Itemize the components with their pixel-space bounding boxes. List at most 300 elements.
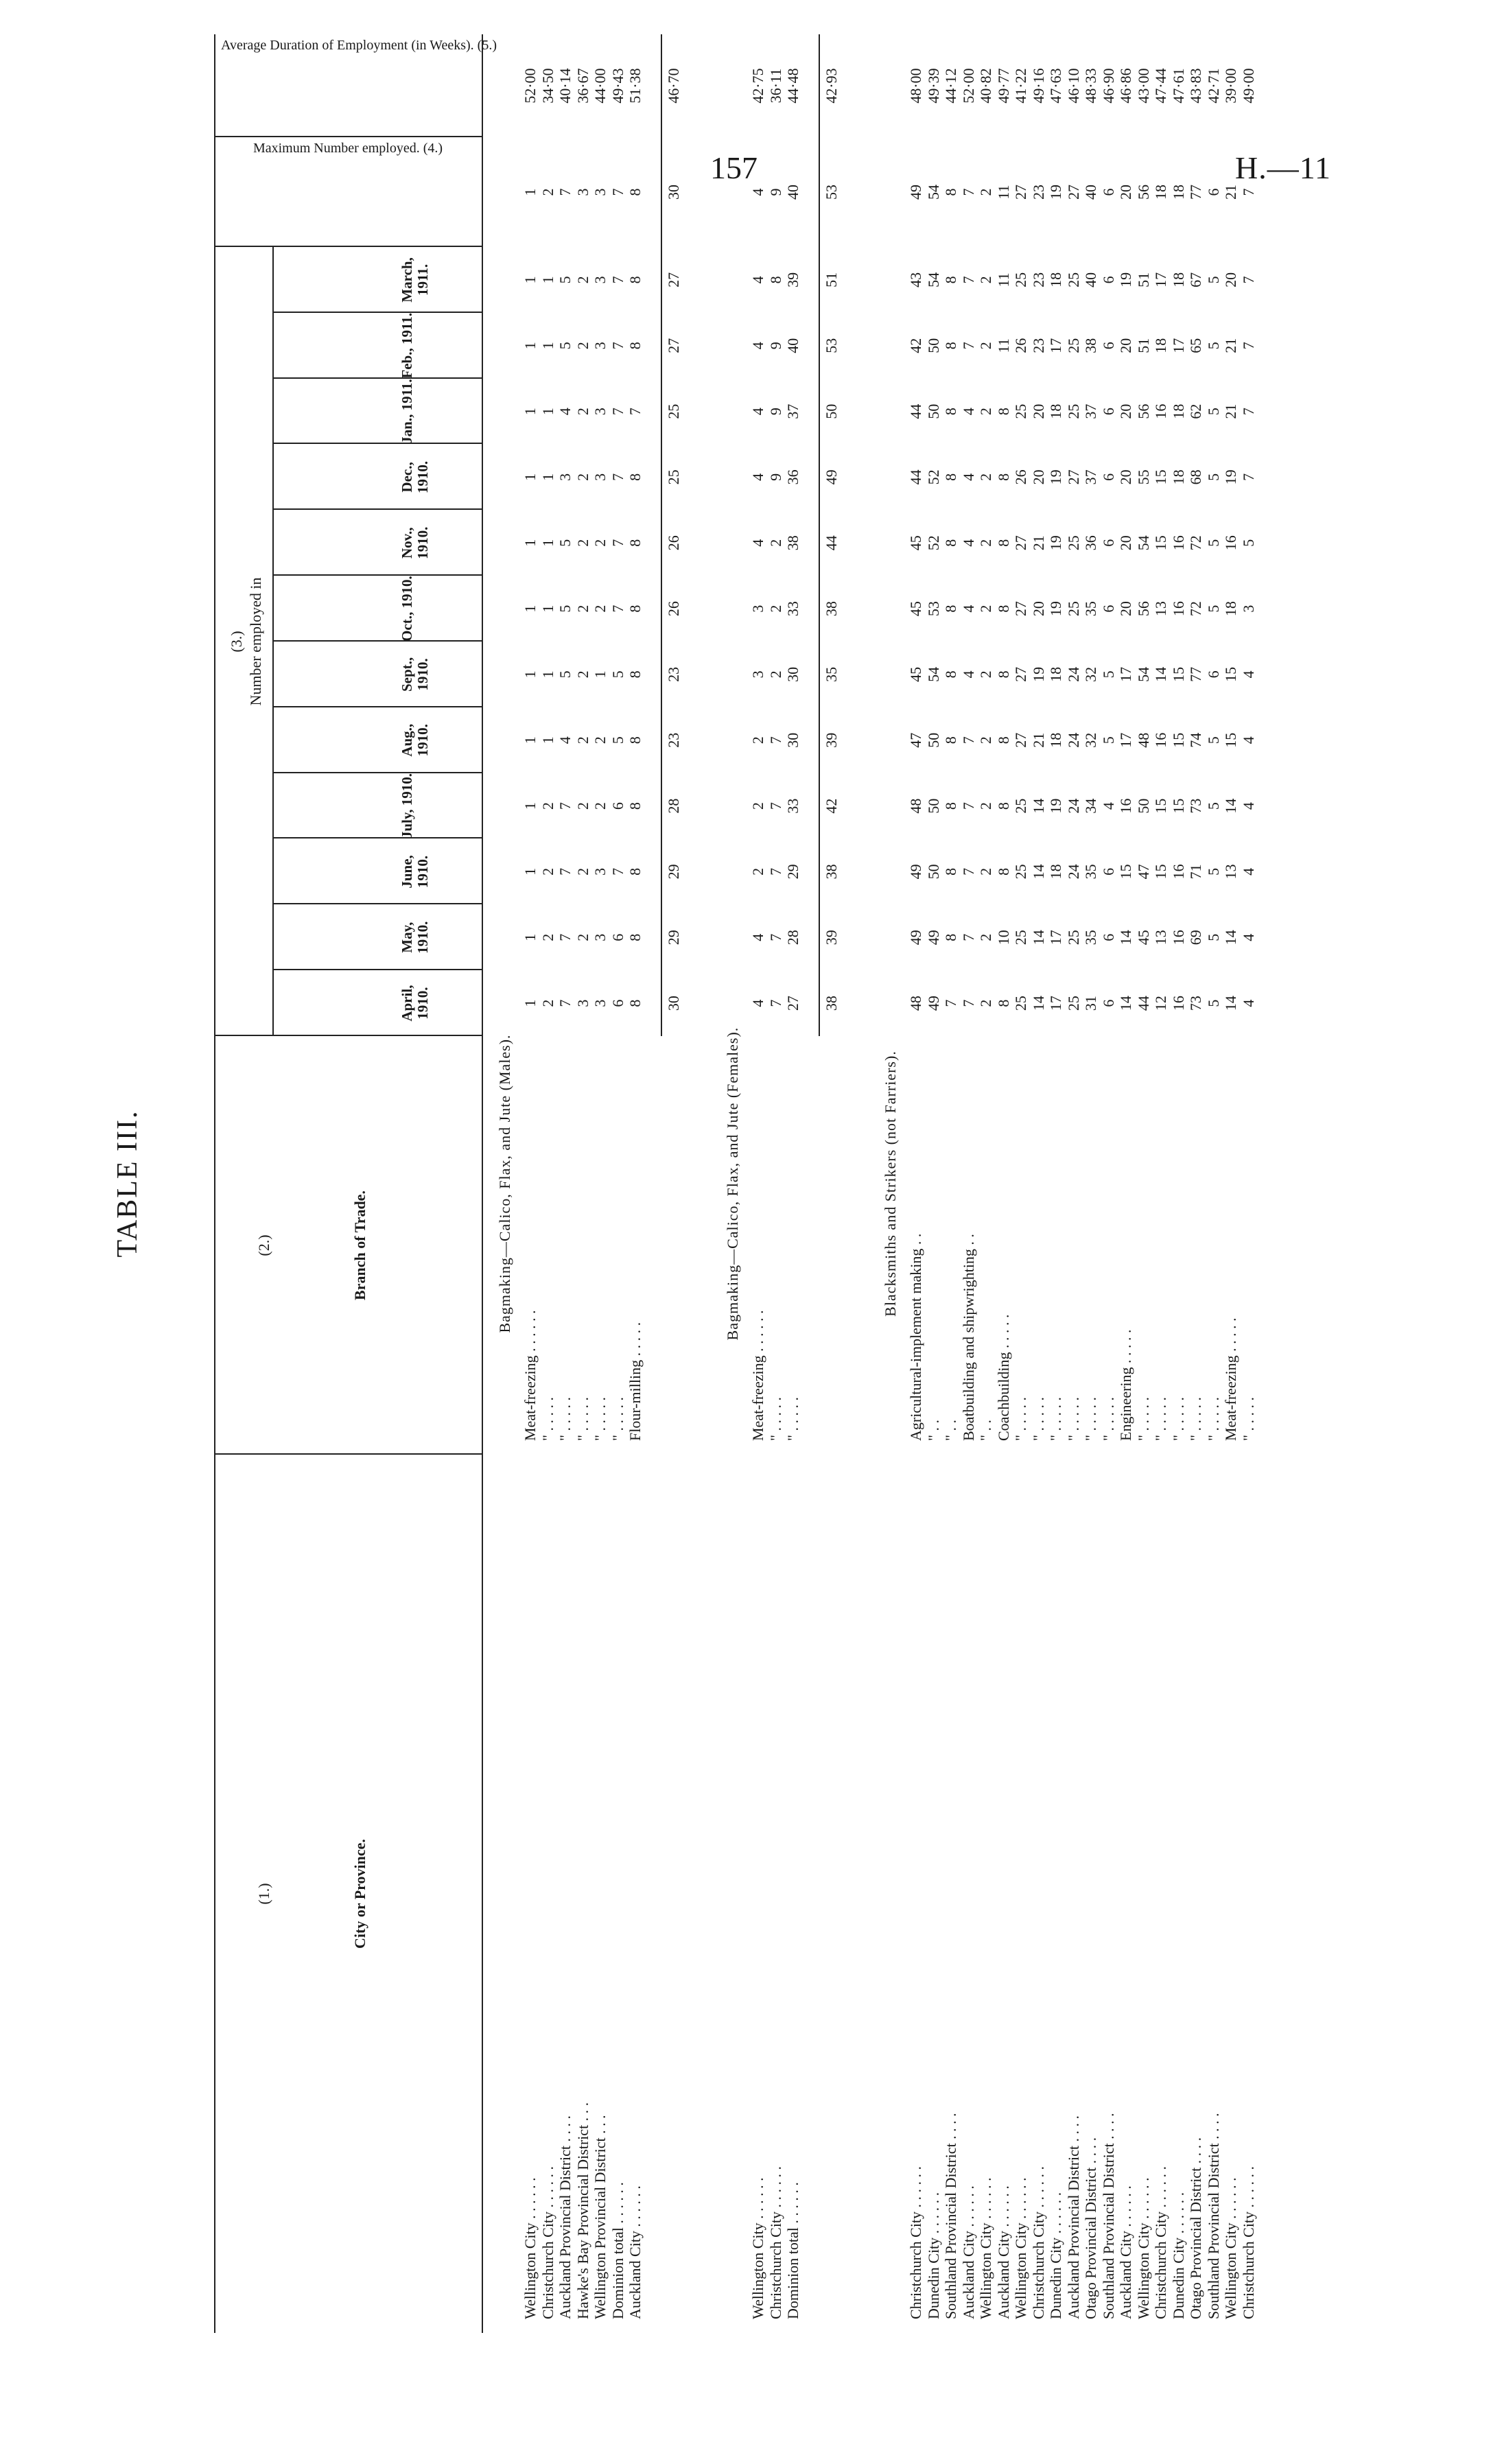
- month-value-cell: 20: [1029, 403, 1047, 419]
- month-value-cell: 7: [766, 802, 784, 810]
- month-value-cell: 28: [784, 930, 801, 946]
- avg-duration-cell: 46·10: [1064, 68, 1082, 104]
- rotated-table: [112, 34, 1483, 2333]
- month-value-cell: 3: [1239, 605, 1257, 613]
- month-value-cell: 8: [626, 736, 644, 744]
- month-value-cell: 44: [907, 403, 924, 419]
- month-value-cell: 19: [1047, 601, 1064, 617]
- month-value-cell: 4: [959, 539, 977, 547]
- month-value-cell: 32: [1082, 732, 1099, 748]
- branch-cell: Meat-freezing . . . . . .: [521, 1310, 539, 1441]
- month-value-cell: 25: [1012, 864, 1029, 880]
- month-value-cell: 11: [994, 338, 1012, 353]
- month-value-cell: 34: [1082, 798, 1099, 814]
- month-value-cell: 5: [1204, 736, 1222, 744]
- month-value-cell: 26: [664, 601, 682, 617]
- city-cell: Auckland City . . . . . .: [959, 2185, 977, 2319]
- avg-duration-cell: 49·43: [609, 68, 626, 104]
- branch-cell: " . . . . .: [1239, 1397, 1257, 1441]
- month-value-cell: 8: [942, 933, 959, 941]
- max-employed-cell: 7: [1239, 188, 1257, 196]
- month-value-cell: 32: [1082, 666, 1099, 682]
- month-value-cell: 15: [1222, 732, 1239, 748]
- month-value-cell: 8: [626, 933, 644, 941]
- branch-cell: " . .: [977, 1420, 994, 1441]
- month-value-cell: 6: [1099, 473, 1117, 481]
- table-row: [749, 34, 767, 2333]
- avg-duration-cell: 52·00: [521, 68, 539, 104]
- month-value-cell: 7: [766, 736, 784, 744]
- month-value-cell: 72: [1187, 535, 1204, 551]
- month-value-cell: 38: [1082, 338, 1099, 353]
- month-value-cell: 7: [766, 867, 784, 876]
- month-value-cell: 53: [822, 338, 840, 353]
- month-value-cell: 13: [1152, 601, 1169, 617]
- month-value-cell: 21: [1029, 732, 1047, 748]
- month-value-cell: 4: [959, 473, 977, 481]
- month-header-4: Aug., 1910.: [399, 723, 432, 757]
- city-cell: Wellington City . . . . . .: [749, 2177, 766, 2319]
- month-value-cell: 18: [1047, 272, 1064, 288]
- month-value-cell: 7: [1239, 408, 1257, 416]
- month-value-cell: 5: [1204, 276, 1222, 284]
- month-value-cell: 2: [591, 736, 609, 744]
- month-value-cell: 3: [591, 276, 609, 284]
- month-value-cell: 7: [609, 473, 626, 481]
- month-value-cell: 2: [574, 276, 591, 284]
- month-value-cell: 7: [609, 342, 626, 350]
- city-cell: Christchurch City . . . . . .: [1239, 2166, 1257, 2319]
- month-value-cell: 67: [1187, 272, 1204, 288]
- city-cell: Wellington City . . . . . .: [977, 2177, 994, 2319]
- max-employed-cell: 3: [574, 188, 591, 196]
- month-value-cell: 38: [822, 996, 840, 1011]
- max-employed-cell: 6: [1099, 188, 1117, 196]
- month-value-cell: 8: [994, 867, 1012, 876]
- table-row: [1240, 34, 1258, 2333]
- month-value-cell: 16: [1117, 798, 1134, 814]
- avg-duration-cell: 52·00: [959, 68, 977, 104]
- month-value-cell: 21: [1222, 403, 1239, 419]
- month-value-cell: 7: [556, 999, 574, 1007]
- month-value-cell: 62: [1187, 403, 1204, 419]
- month-value-cell: 16: [1169, 864, 1187, 880]
- month-value-cell: 5: [1204, 933, 1222, 941]
- month-value-cell: 45: [907, 535, 924, 551]
- month-value-cell: 2: [749, 736, 766, 744]
- month-value-cell: 17: [1117, 732, 1134, 748]
- city-cell: Wellington City . . . . . .: [1134, 2177, 1152, 2319]
- month-value-cell: 15: [1152, 864, 1169, 880]
- month-value-cell: 2: [539, 933, 556, 941]
- month-value-cell: 16: [1169, 535, 1187, 551]
- max-employed-cell: 7: [959, 188, 977, 196]
- month-value-cell: 19: [1029, 666, 1047, 682]
- avg-duration-cell: 43·00: [1134, 68, 1152, 104]
- month-value-cell: 27: [1012, 601, 1029, 617]
- month-value-cell: 8: [994, 999, 1012, 1007]
- header-bottom-rule: [482, 34, 483, 2333]
- month-value-cell: 20: [1117, 601, 1134, 617]
- branch-cell: " . . . . .: [1047, 1397, 1064, 1441]
- total-row: [823, 34, 841, 2333]
- month-value-cell: 25: [1064, 272, 1082, 288]
- month-value-cell: 8: [994, 473, 1012, 481]
- max-employed-cell: 7: [556, 188, 574, 196]
- city-cell: Wellington Provincial District . . .: [591, 2115, 609, 2319]
- month-value-cell: 7: [609, 605, 626, 613]
- month-divider: [272, 969, 482, 970]
- month-value-cell: 50: [924, 864, 942, 880]
- table-row: [1170, 34, 1188, 2333]
- city-cell: Hawke's Bay Provincial District . . .: [574, 2102, 591, 2319]
- month-value-cell: 37: [784, 403, 801, 419]
- month-divider: [272, 640, 482, 642]
- table-row: [925, 34, 943, 2333]
- month-value-cell: 4: [1239, 867, 1257, 876]
- month-value-cell: 18: [1222, 601, 1239, 617]
- month-value-cell: 20: [1117, 469, 1134, 485]
- month-value-cell: 24: [1064, 864, 1082, 880]
- month-value-cell: 18: [1152, 338, 1169, 353]
- month-value-cell: 33: [784, 601, 801, 617]
- month-value-cell: 2: [591, 605, 609, 613]
- avg-duration-cell: 44·00: [591, 68, 609, 104]
- month-header-1: May, 1910.: [399, 921, 432, 954]
- col5-header: Average Duration of Employment (in Weeks). (5.): [221, 38, 497, 53]
- branch-cell: " . . . . .: [591, 1397, 609, 1441]
- table-row: [1152, 34, 1170, 2333]
- month-value-cell: 8: [994, 408, 1012, 416]
- month-value-cell: 50: [822, 403, 840, 419]
- month-value-cell: 7: [942, 999, 959, 1007]
- month-value-cell: 8: [942, 802, 959, 810]
- month-value-cell: 17: [1169, 338, 1187, 353]
- branch-cell: " . . . . .: [574, 1397, 591, 1441]
- month-value-cell: 31: [1082, 996, 1099, 1011]
- month-value-cell: 14: [1222, 930, 1239, 946]
- month-value-cell: 7: [1239, 473, 1257, 481]
- month-value-cell: 54: [1134, 666, 1152, 682]
- max-employed-cell: 9: [766, 188, 784, 196]
- month-value-cell: 37: [1082, 403, 1099, 419]
- month-value-cell: 33: [784, 798, 801, 814]
- month-value-cell: 5: [1099, 670, 1117, 679]
- total-rule: [819, 34, 820, 1036]
- branch-cell: " . . . . .: [784, 1397, 801, 1441]
- month-value-cell: 25: [1064, 338, 1082, 353]
- month-value-cell: 2: [977, 276, 994, 284]
- month-value-cell: 4: [1239, 802, 1257, 810]
- avg-duration-cell: 48·33: [1082, 68, 1099, 104]
- max-employed-cell: 20: [1117, 185, 1134, 200]
- table-header: [214, 34, 497, 2333]
- month-value-cell: 8: [766, 276, 784, 284]
- month-value-cell: 19: [1047, 798, 1064, 814]
- branch-cell: " . . . . .: [556, 1397, 574, 1441]
- month-value-cell: 5: [1204, 999, 1222, 1007]
- month-value-cell: 1: [521, 605, 539, 613]
- month-value-cell: 53: [924, 601, 942, 617]
- max-employed-cell: 2: [539, 188, 556, 196]
- month-value-cell: 6: [1099, 605, 1117, 613]
- table-row: [521, 34, 539, 2333]
- month-value-cell: 20: [1117, 535, 1134, 551]
- month-value-cell: 15: [1169, 666, 1187, 682]
- city-cell: Dominion total . . . . . .: [609, 2182, 626, 2319]
- max-employed-cell: 56: [1134, 185, 1152, 200]
- avg-duration-cell: 40·82: [977, 68, 994, 104]
- month-value-cell: 2: [977, 933, 994, 941]
- month-value-cell: 2: [977, 539, 994, 547]
- month-value-cell: 18: [1169, 469, 1187, 485]
- table-section: [874, 34, 1257, 2333]
- month-value-cell: 54: [1134, 535, 1152, 551]
- month-value-cell: 45: [907, 601, 924, 617]
- month-value-cell: 25: [664, 403, 682, 419]
- max-employed-cell: 6: [1204, 188, 1222, 196]
- branch-cell: " . . . . .: [1064, 1397, 1082, 1441]
- month-value-cell: 30: [664, 996, 682, 1011]
- month-value-cell: 3: [574, 999, 591, 1007]
- month-header-8: Dec., 1910.: [399, 460, 432, 494]
- month-value-cell: 27: [784, 996, 801, 1011]
- city-cell: Auckland City . . . . . .: [994, 2185, 1012, 2319]
- month-value-cell: 11: [994, 272, 1012, 288]
- month-value-cell: 48: [1134, 732, 1152, 748]
- branch-cell: " . . . . .: [766, 1397, 784, 1441]
- month-value-cell: 5: [556, 342, 574, 350]
- month-value-cell: 24: [1064, 732, 1082, 748]
- month-value-cell: 2: [574, 670, 591, 679]
- month-value-cell: 49: [907, 864, 924, 880]
- month-value-cell: 3: [556, 473, 574, 481]
- col2-title: Branch of Trade.: [351, 1190, 368, 1300]
- month-value-cell: 6: [609, 999, 626, 1007]
- month-value-cell: 2: [977, 670, 994, 679]
- month-value-cell: 27: [664, 338, 682, 353]
- max-employed-cell: 40: [784, 185, 801, 200]
- avg-duration-cell: 48·00: [907, 68, 924, 104]
- max-employed-cell: 18: [1152, 185, 1169, 200]
- city-cell: Dunedin City . . . . . .: [1047, 2192, 1064, 2319]
- month-value-cell: 7: [609, 867, 626, 876]
- month-value-cell: 13: [1152, 930, 1169, 946]
- month-value-cell: 2: [977, 408, 994, 416]
- table-row: [1117, 34, 1135, 2333]
- table-row: [1222, 34, 1240, 2333]
- month-value-cell: 49: [924, 930, 942, 946]
- month-value-cell: 8: [942, 276, 959, 284]
- month-value-cell: 74: [1187, 732, 1204, 748]
- month-header-11: March, 1911.: [399, 257, 432, 303]
- month-value-cell: 44: [822, 535, 840, 551]
- month-value-cell: 5: [609, 670, 626, 679]
- month-value-cell: 4: [556, 408, 574, 416]
- month-header-3: July, 1910.: [399, 773, 415, 839]
- month-value-cell: 4: [749, 473, 766, 481]
- col4-header: Maximum Number employed. (4.): [253, 141, 443, 156]
- month-value-cell: 73: [1187, 996, 1204, 1011]
- avg-duration-cell: 43·83: [1187, 68, 1204, 104]
- max-employed-cell: 7: [609, 188, 626, 196]
- city-cell: Christchurch City . . . . . .: [766, 2166, 784, 2319]
- month-value-cell: 8: [942, 670, 959, 679]
- month-value-cell: 56: [1134, 601, 1152, 617]
- month-value-cell: 1: [521, 408, 539, 416]
- month-value-cell: 29: [664, 864, 682, 880]
- month-value-cell: 5: [1204, 342, 1222, 350]
- month-value-cell: 7: [556, 933, 574, 941]
- month-value-cell: 18: [1047, 732, 1064, 748]
- month-value-cell: 2: [539, 999, 556, 1007]
- month-value-cell: 1: [521, 276, 539, 284]
- month-value-cell: 73: [1187, 798, 1204, 814]
- city-cell: Auckland Provincial District . . . .: [556, 2115, 574, 2319]
- month-value-cell: 18: [1169, 272, 1187, 288]
- month-value-cell: 5: [1204, 473, 1222, 481]
- month-value-cell: 8: [942, 473, 959, 481]
- month-value-cell: 14: [1029, 864, 1047, 880]
- month-value-cell: 35: [1082, 601, 1099, 617]
- month-value-cell: 6: [1099, 867, 1117, 876]
- month-value-cell: 18: [1169, 403, 1187, 419]
- branch-cell: " . . . . .: [1082, 1397, 1099, 1441]
- month-value-cell: 7: [609, 408, 626, 416]
- month-value-cell: 14: [1222, 996, 1239, 1011]
- avg-duration-cell: 46·70: [664, 68, 682, 104]
- avg-duration-cell: 49·16: [1029, 68, 1047, 104]
- month-value-cell: 52: [924, 469, 942, 485]
- month-value-cell: 7: [556, 802, 574, 810]
- avg-duration-cell: 34·50: [539, 68, 556, 104]
- avg-duration-cell: 36·11: [766, 68, 784, 104]
- table-row: [942, 34, 960, 2333]
- month-value-cell: 25: [1012, 798, 1029, 814]
- month-value-cell: 7: [609, 539, 626, 547]
- month-value-cell: 7: [959, 342, 977, 350]
- month-value-cell: 51: [1134, 272, 1152, 288]
- month-value-cell: 38: [822, 601, 840, 617]
- avg-duration-cell: 46·86: [1117, 68, 1134, 104]
- month-value-cell: 3: [749, 605, 766, 613]
- month-value-cell: 2: [574, 539, 591, 547]
- month-value-cell: 5: [1204, 605, 1222, 613]
- branch-cell: Agricultural-implement making . .: [907, 1233, 924, 1441]
- month-value-cell: 6: [1099, 999, 1117, 1007]
- month-value-cell: 52: [924, 535, 942, 551]
- month-value-cell: 2: [574, 933, 591, 941]
- month-divider: [272, 312, 482, 313]
- month-value-cell: 16: [1169, 930, 1187, 946]
- month-value-cell: 9: [766, 408, 784, 416]
- month-value-cell: 40: [784, 338, 801, 353]
- month-value-cell: 2: [591, 802, 609, 810]
- month-value-cell: 24: [1064, 666, 1082, 682]
- month-value-cell: 8: [994, 605, 1012, 613]
- col-divider-1: [214, 1453, 482, 1455]
- month-value-cell: 23: [1029, 338, 1047, 353]
- month-value-cell: 24: [1064, 798, 1082, 814]
- section-title: Bagmaking—Calico, Flax, and Jute (Females).: [724, 1026, 741, 1341]
- month-value-cell: 3: [749, 670, 766, 679]
- month-value-cell: 7: [609, 276, 626, 284]
- branch-cell: Flour-milling . . . . .: [626, 1322, 644, 1441]
- month-value-cell: 15: [1222, 666, 1239, 682]
- avg-duration-cell: 36·67: [574, 68, 591, 104]
- table-row: [1082, 34, 1100, 2333]
- month-header-10: Feb., 1911.: [399, 312, 415, 379]
- month-value-cell: 51: [1134, 338, 1152, 353]
- city-cell: Southland Provincial District . . . .: [942, 2113, 959, 2319]
- month-value-cell: 54: [924, 272, 942, 288]
- avg-duration-cell: 40·14: [556, 68, 574, 104]
- city-cell: Auckland Provincial District . . . .: [1064, 2115, 1082, 2319]
- month-value-cell: 7: [959, 802, 977, 810]
- month-value-cell: 17: [1047, 930, 1064, 946]
- month-value-cell: 45: [907, 666, 924, 682]
- month-value-cell: 38: [822, 864, 840, 880]
- month-value-cell: 4: [1239, 999, 1257, 1007]
- month-value-cell: 2: [574, 342, 591, 350]
- month-value-cell: 37: [1082, 469, 1099, 485]
- month-value-cell: 77: [1187, 666, 1204, 682]
- table-row: [574, 34, 592, 2333]
- month-value-cell: 50: [924, 798, 942, 814]
- month-value-cell: 4: [749, 276, 766, 284]
- table-row: [907, 34, 925, 2333]
- city-cell: Christchurch City . . . . . .: [1029, 2166, 1047, 2319]
- month-value-cell: 2: [749, 867, 766, 876]
- month-value-cell: 25: [1012, 272, 1029, 288]
- month-value-cell: 12: [1152, 996, 1169, 1011]
- table-section: [489, 34, 682, 2333]
- month-value-cell: 36: [1082, 535, 1099, 551]
- month-value-cell: 23: [1029, 272, 1047, 288]
- month-divider: [272, 443, 482, 445]
- month-value-cell: 39: [822, 930, 840, 946]
- section-title: Blacksmiths and Strikers (not Farriers).: [882, 1051, 899, 1317]
- month-value-cell: 19: [1047, 469, 1064, 485]
- month-value-cell: 56: [1134, 403, 1152, 419]
- table-section: [716, 34, 840, 2333]
- month-value-cell: 1: [539, 605, 556, 613]
- month-value-cell: 3: [591, 999, 609, 1007]
- col1-number: (1.): [255, 1883, 272, 1905]
- month-value-cell: 8: [942, 539, 959, 547]
- month-value-cell: 26: [1012, 338, 1029, 353]
- month-value-cell: 2: [749, 802, 766, 810]
- table-row: [1012, 34, 1030, 2333]
- month-value-cell: 35: [1082, 864, 1099, 880]
- month-value-cell: 20: [1117, 338, 1134, 353]
- avg-duration-cell: 47·44: [1152, 68, 1169, 104]
- month-value-cell: 8: [626, 473, 644, 481]
- col3-subrule: [272, 247, 274, 1036]
- month-value-cell: 4: [749, 999, 766, 1007]
- month-value-cell: 7: [626, 408, 644, 416]
- month-value-cell: 16: [1152, 403, 1169, 419]
- month-value-cell: 9: [766, 342, 784, 350]
- avg-duration-cell: 49·00: [1239, 68, 1257, 104]
- month-value-cell: 17: [1047, 338, 1064, 353]
- month-divider: [272, 377, 482, 379]
- avg-duration-cell: 39·00: [1222, 68, 1239, 104]
- branch-cell: " . . . . .: [609, 1397, 626, 1441]
- table-row: [767, 34, 785, 2333]
- month-value-cell: 4: [1239, 933, 1257, 941]
- month-value-cell: 1: [591, 670, 609, 679]
